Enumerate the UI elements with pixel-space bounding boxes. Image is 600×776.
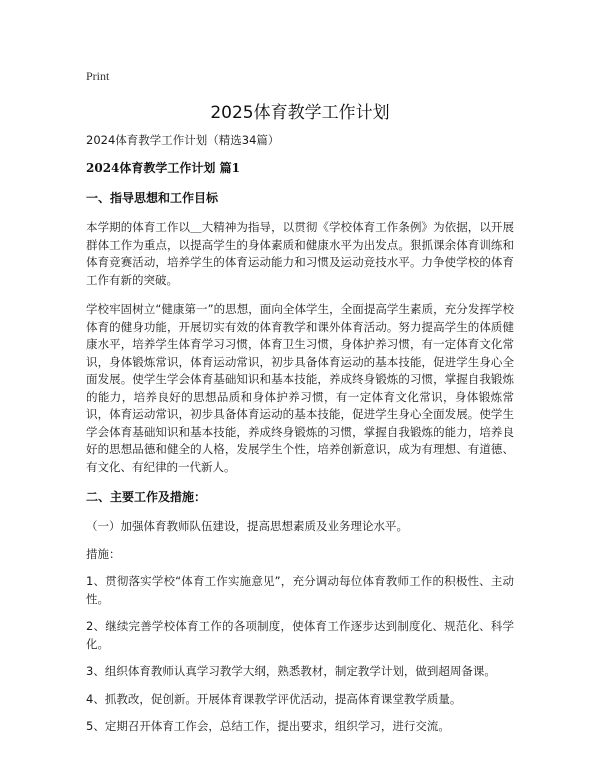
list-item: 2、继续完善学校体育工作的各项制度，使体育工作逐步达到制度化、规范化、科学化。 [86, 619, 514, 651]
heading-guiding-ideology: 一、指导思想和工作目标 [86, 191, 219, 205]
section-title: 2024体育教学工作计划 篇1 [86, 161, 240, 175]
heading-main-work: 二、主要工作及措施： [86, 490, 207, 504]
document-title: 2025体育教学工作计划 [210, 103, 390, 123]
paragraph-health-first: 学校牢固树立“健康第一”的思想，面向全体学生，全面提高学生素质，充分发挥学校体育的健身功能，开展切实有效的体育教学和课外体育活动。努力提高学生的体质健康水平，培养学生体育学习习惯，体育卫生习惯，身体护养习惯，有一定体育文化常识，身体锻炼常识，体育运动常识，初步具备体育运动的基本技能，促进学生身心全面发展。使学生学会体育基础知识和基本技能，养成终身锻炼的习惯，掌握自我锻炼的能力，培养良好的思想品质和身体护养习惯，有一定体育文化常识，身体锻炼常识，体育运动常识，初步具备体育运动的基本技能，促进学生身心全面发展。使学生学会体育基础知识和基本技能，养成终身锻炼的习惯，掌握自我锻炼的能力，培养良好的思想品德和健全的人格，发展学生个性，培养创新意识，成为有理想、有道德、有文化、有纪律的一代新人。 [86, 302, 514, 474]
print-label[interactable]: Print [86, 69, 110, 83]
measures-label: 措施： [86, 546, 121, 561]
list-item: 1、贯彻落实学校“体育工作实施意见”，充分调动每位体育教师工作的积极性、主动性。 [86, 574, 514, 606]
list-item: 5、定期召开体育工作会，总结工作，提出要求，组织学习，进行交流。 [86, 719, 450, 733]
list-item: 4、抓教改，促创新。开展体育课教学评优活动，提高体育课堂教学质量。 [86, 691, 462, 706]
paragraph-guiding-ideology: 本学期的体育工作以＿大精神为指导，以贯彻《学校体育工作条例》为依据，以开展群体工作为重点，以提高学生的身体素质和健康水平为出发点。狠抓课余体育训练和体育竞赛活动，培养学生的体育运动能力和习惯及运动竞技水平。力争使学校的体育工作有新的突破。 [86, 220, 514, 287]
list-item: 3、组织体育教师认真学习教学大纲，熟悉教材，制定教学计划，做到超周备课。 [86, 664, 496, 678]
document-subtitle: 2024体育教学工作计划（精选34篇） [86, 133, 280, 147]
paragraph-teacher-team: （一）加强体育教师队伍建设，提高思想素质及业务理论水平。 [86, 519, 408, 533]
